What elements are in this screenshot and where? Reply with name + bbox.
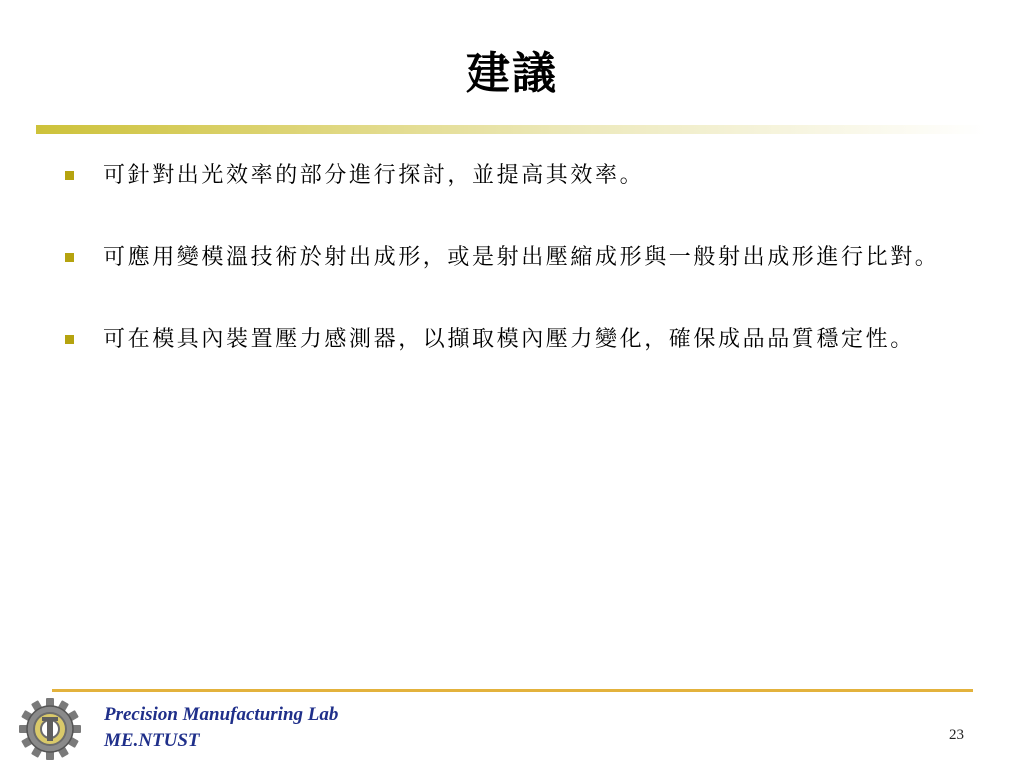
square-bullet-icon bbox=[65, 253, 74, 262]
footer-lab-info bbox=[104, 702, 338, 754]
footer-divider bbox=[52, 689, 973, 692]
bullet-item bbox=[60, 322, 960, 358]
bullet-list bbox=[60, 158, 960, 404]
title-divider bbox=[36, 125, 986, 134]
bullet-text: 可在模具內裝置壓力感測器，以擷取模內壓力變化，確保成品品質穩定性。 bbox=[103, 327, 915, 352]
institution-name: ME.NTUST bbox=[104, 730, 200, 751]
page-number: 23 bbox=[949, 727, 964, 743]
lab-name: Precision Manufacturing Lab bbox=[104, 704, 339, 725]
slide-title: 建議 bbox=[466, 48, 558, 99]
gear-logo-icon bbox=[18, 697, 82, 761]
bullet-text: 可應用變模溫技術於射出成形，或是射出壓縮成形與一般射出成形進行比對。 bbox=[103, 245, 940, 270]
bullet-item bbox=[60, 158, 960, 194]
square-bullet-icon bbox=[65, 335, 74, 344]
square-bullet-icon bbox=[65, 171, 74, 180]
bullet-text: 可針對出光效率的部分進行探討，並提高其效率。 bbox=[103, 163, 645, 188]
bullet-item bbox=[60, 240, 960, 276]
